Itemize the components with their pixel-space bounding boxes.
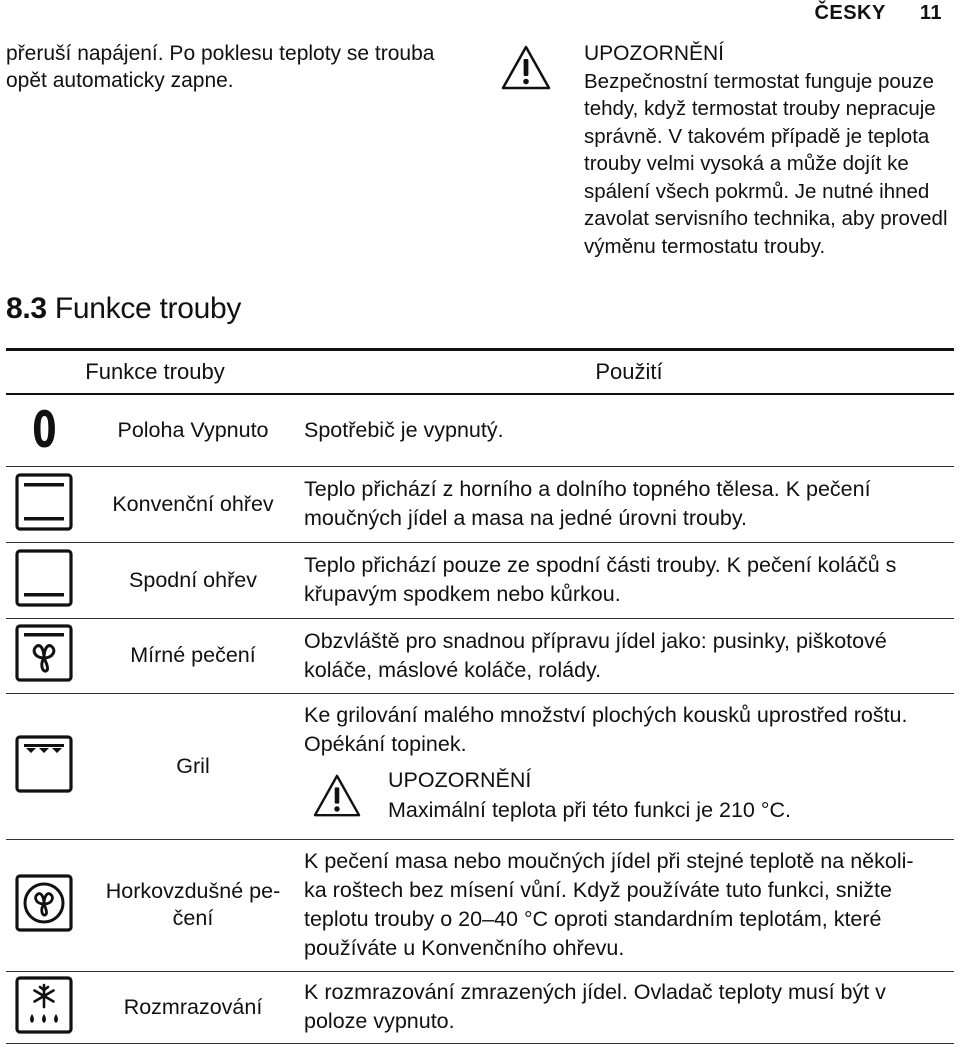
function-name: Rozmrazování [82,971,304,1043]
table-row [6,394,954,466]
grill-icon [15,735,73,793]
conventional-heating-icon [15,473,73,531]
function-usage: K pečení masa nebo moučných jídel při stejné teplotě na několi- ka roštech bez mísení vůní. Když používáte tuto funkci, snižte teplotu trouby o 20–40 °C oproti standardním teplotám, které používáte u Konvenčního ohřevu. [304,849,914,960]
header-function: Funkce trouby [6,350,304,395]
table-row [6,542,954,618]
function-usage: Teplo přichází z horního a dolního topného tělesa. K pečení moučných jídel a masa na jedné úrovni trouby. [304,477,871,530]
top-warning-title: UPOZORNĚNÍ [584,42,725,65]
table-row [6,693,954,839]
section-title: Funkce trouby [54,292,242,325]
header-usage: Použití [304,350,954,395]
gentle-baking-icon [15,624,73,682]
grill-warning-text: Maximální teplota při této funkci je 210 °C. [388,798,791,822]
function-usage: Teplo přichází pouze ze spodní části trouby. K pečení koláčů s křupavým spodkem nebo kůrkou. [304,553,897,606]
top-warning-text: Bezpečnostní termostat funguje pouze tehdy, když termostat trouby nepracuje správně. V takovém případě je teplota trouby velmi vysoká a může dojít ke spálení všech pokrmů. Je nutné ihned zavolat servisního technika, aby provedl výměnu termostatu trouby. [584,69,948,258]
table-row [6,618,954,693]
grill-warning [304,765,954,831]
function-usage: Spotřebič je vypnutý. [304,417,504,442]
function-usage: Ke grilování malého množství plochých kousků uprostřed roštu. Opékání topinek. [304,703,908,756]
table-row [6,466,954,542]
function-usage: K rozmrazování zmrazených jídel. Ovladač teploty musí být v poloze vypnuto. [304,980,886,1033]
function-name: Poloha Vypnuto [82,394,304,466]
grill-warning-title: UPOZORNĚNÍ [388,768,532,792]
continuation-paragraph: přeruší napájení. Po poklesu teploty se trouba opět automaticky zapne. [6,42,435,92]
table-row [6,971,954,1043]
page-header [814,2,942,25]
bottom-heat-icon [15,549,73,607]
function-name: Mírné pečení [82,618,304,693]
defrost-icon [15,976,73,1034]
function-name: Konvenční ohřev [82,466,304,542]
fan-cooking-icon [15,874,73,932]
off-zero-icon: 0 [31,401,57,460]
function-name: Spodní ohřev [82,542,304,618]
page-number: 11 [919,2,942,24]
section-heading [6,292,241,326]
oven-functions-table [6,348,954,1044]
warning-triangle-icon [312,773,362,819]
warning-triangle-icon [500,44,552,92]
table-row [6,839,954,971]
function-name: Horkovzdušné pe- čení [82,839,304,971]
language-label: ČESKY [814,2,886,24]
function-name: Gril [82,693,304,839]
function-usage: Obzvláště pro snadnou přípravu jídel jako: pusinky, piškotové koláče, máslové koláče, rolády. [304,628,887,682]
section-number: 8.3 [6,292,47,325]
